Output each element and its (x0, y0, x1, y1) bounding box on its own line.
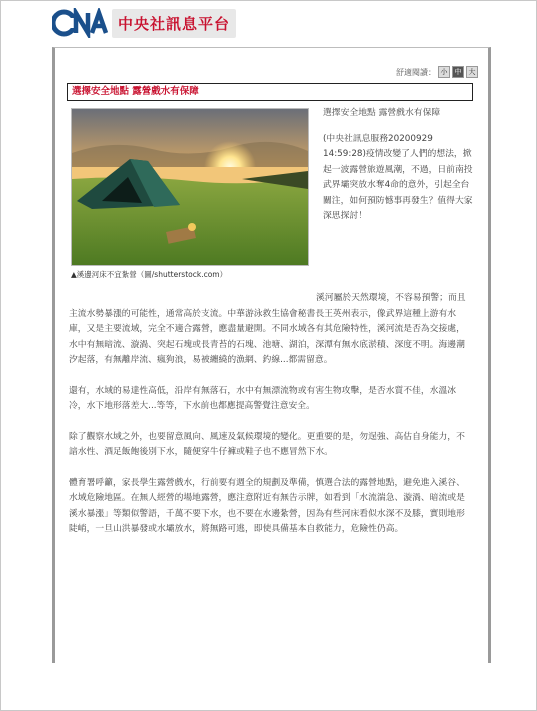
cna-logo[interactable] (52, 8, 108, 38)
article-figure (71, 108, 311, 284)
article-container (52, 47, 491, 663)
font-size-label: 舒適閱讀： (396, 67, 436, 77)
article-body (69, 291, 471, 553)
intro-paragraph: (中央社訊息服務20200929 14:59:28)疫情改變了人們的想法，掀起一波露營旅遊風潮，不過，日前南投武界壩突放水奪4命的意外，引起全台關注，如何預防憾事再發生？值得大家深思探討！ (323, 133, 473, 221)
site-header (52, 6, 252, 40)
camping-tent-photo (71, 108, 309, 266)
article-title: 選擇安全地點 露營戲水有保障 (67, 83, 473, 101)
photo-caption: ▲溪邊河床不宜紮營（圖/shutterstock.com） (71, 270, 228, 279)
body-paragraph: 還有，水域的易達性高低，沿岸有無落石，水中有無漂流物或有害生物攻擊，是否水質不佳，水溫冰冷，水下地形落差大...等等，下水前也都應提高警覺注意安全。 (69, 385, 457, 411)
font-size-control (396, 66, 478, 78)
body-paragraph: 溪河屬於天然環境，不容易預警；而且主流水勢暴漲的可能性，通常高於支流。中華游泳救生協會秘書長王英州表示，像武界這種上游有水庫，又是主要流域，完全不適合露營，應盡量避開。不同水域各有其危險特性，溪河流是否為交接處，水中有無暗流、漩渦、突起石塊或長青苔的石塊、池塘、湖泊，深潭有無水底淤積、深度不明。海邊潮汐起落，有無離岸流、瘋狗浪，易被纏繞的漁網、釣線...都需留意。 (69, 293, 466, 365)
cna-logo-icon (52, 8, 108, 38)
body-paragraph: 除了觀察水域之外，也要留意風向、風速及氣候環境的變化。更重要的是，勿逞強、高估自身能力，不諳水性、酒足飯飽後別下水，隨便穿牛仔褲或鞋子也不應冒然下水。 (69, 431, 465, 457)
body-paragraph: 體育署呼籲，家長學生露營戲水，行前要有週全的規劃及準備，慎選合法的露營地點，避免進入溪谷、水域危險地區。在無人經營的場地露營，應注意附近有無告示牌，如看到「水流湍急、漩渦、暗流或是溪水暴漲」等類似警語，千萬不要下水，也不要在水邊紮營，因為有些河床看似水深不及膝，實則地形陡峭，一旦山洪暴發或水壩放水，將無路可逃，即使具備基本自救能力，危險性仍高。 (69, 477, 465, 534)
font-size-large-button[interactable]: 大 (466, 66, 478, 78)
site-name: 中央社訊息平台 (112, 9, 236, 38)
article-intro (323, 106, 473, 235)
font-size-small-button[interactable]: 小 (438, 66, 450, 78)
side-title: 選擇安全地點 露營戲水有保障 (323, 108, 441, 118)
font-size-medium-button[interactable]: 中 (452, 66, 464, 78)
